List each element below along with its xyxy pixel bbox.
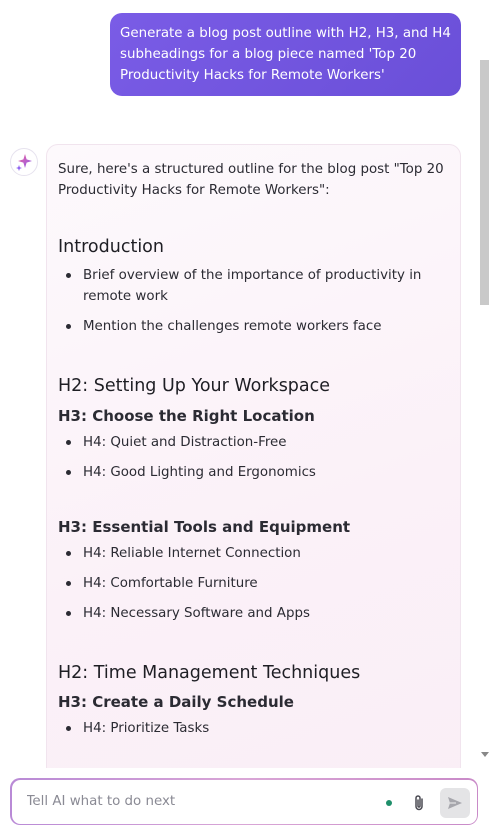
introduction-list bbox=[58, 265, 450, 337]
composer-inner bbox=[12, 780, 477, 824]
attach-button[interactable] bbox=[410, 793, 428, 813]
heading-h3-location: H3: Choose the Right Location bbox=[58, 407, 315, 425]
scroll-down-arrow-icon[interactable] bbox=[481, 752, 489, 757]
list-item: H4: Comfortable Furniture bbox=[58, 573, 450, 594]
heading-h3-daily-schedule: H3: Create a Daily Schedule bbox=[58, 693, 294, 711]
heading-h2-workspace: H2: Setting Up Your Workspace bbox=[58, 376, 331, 396]
scrollbar-thumb[interactable] bbox=[480, 60, 489, 305]
heading-h3-tools: H3: Essential Tools and Equipment bbox=[58, 518, 351, 536]
send-arrow-icon bbox=[447, 796, 463, 810]
heading-h2-time-management: H2: Time Management Techniques bbox=[58, 663, 361, 683]
location-list bbox=[58, 432, 450, 483]
prompt-input[interactable] bbox=[27, 794, 367, 809]
list-item: H4: Reliable Internet Connection bbox=[58, 543, 450, 564]
user-message-bubble bbox=[110, 13, 461, 96]
tools-list bbox=[58, 543, 450, 624]
ai-response-intro: Sure, here's a structured outline for the blog post "Top 20 Productivity Hacks for Remote Workers": bbox=[58, 162, 444, 198]
list-item: Brief overview of the importance of productivity in remote work bbox=[58, 265, 450, 307]
sparkle-icon bbox=[14, 152, 34, 172]
list-item: H4: Necessary Software and Apps bbox=[58, 603, 450, 624]
ai-avatar bbox=[10, 148, 38, 176]
daily-schedule-list bbox=[58, 718, 450, 739]
list-item: H4: Good Lighting and Ergonomics bbox=[58, 462, 450, 483]
ai-response-card bbox=[46, 144, 461, 768]
user-message-text: Generate a blog post outline with H2, H3, and H4 subheadings for a blog piece named 'Top 20 Productivity Hacks for Remote Workers' bbox=[120, 26, 451, 83]
paperclip-icon bbox=[412, 794, 426, 812]
composer bbox=[10, 778, 478, 825]
list-item: H4: Prioritize Tasks bbox=[58, 718, 450, 739]
status-dot bbox=[386, 800, 392, 806]
heading-introduction: Introduction bbox=[58, 237, 164, 257]
list-item: Mention the challenges remote workers face bbox=[58, 316, 450, 337]
list-item: H4: Quiet and Distraction-Free bbox=[58, 432, 450, 453]
send-button[interactable] bbox=[440, 788, 470, 818]
